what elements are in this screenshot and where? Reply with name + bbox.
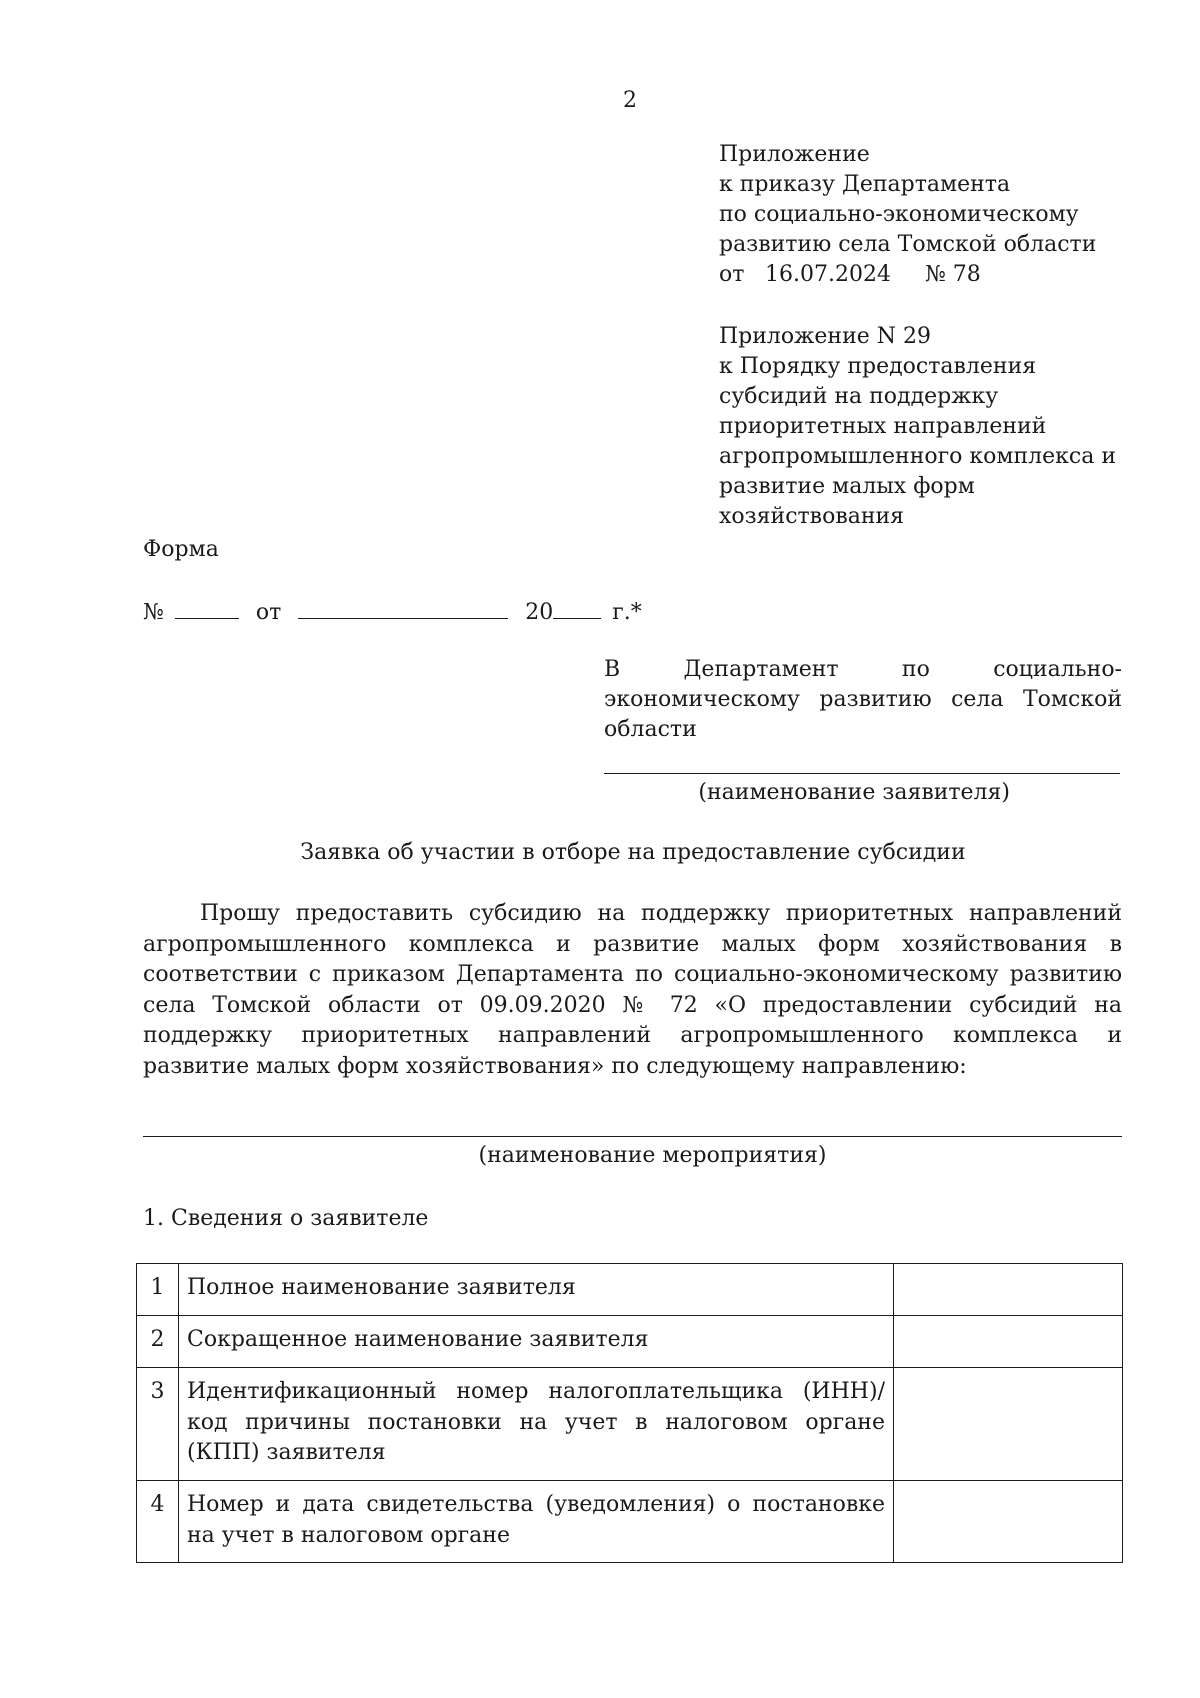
appendix-procedure-line: развитие малых форм [719,474,975,499]
row-value-cell[interactable] [894,1368,1123,1481]
row-number: 3 [137,1368,179,1481]
event-name-field[interactable] [143,1136,1122,1137]
addressee-block [604,655,1122,745]
section-heading: 1. Сведения о заявителе [143,1206,429,1231]
appendix-order-date-line [719,260,1139,290]
row-value-cell[interactable] [894,1316,1123,1368]
applicant-caption-text: (наименование заявителя) [698,780,1010,805]
addressee-line: области [604,717,697,742]
appendix-procedure-line: приоритетных направлений [719,414,1047,439]
appendix-order-line: Приложение [719,142,870,167]
appendix-procedure-block [719,322,1139,532]
table-row [137,1368,1123,1481]
table-row [137,1481,1123,1563]
row-label: Сокращенное наименование заявителя [179,1316,894,1368]
addressee-line [604,655,1122,685]
appendix-procedure-line: агропромышленного комплекса и [719,444,1116,469]
addressee-word: Департамент [683,657,839,682]
addressee-word: экономическому [604,687,800,712]
appendix-procedure-line: субсидий на поддержку [719,384,999,409]
document-title: Заявка об участии в отборе на предоставление субсидии [300,840,966,865]
year-blank[interactable] [553,596,601,619]
number-date-line [143,596,642,628]
number-blank[interactable] [175,596,239,619]
addressee-word: В [604,657,621,682]
date-prefix: от [719,262,745,287]
table-row [137,1264,1123,1316]
applicant-caption [604,778,1120,808]
appendix-procedure-line: Приложение N 29 [719,324,931,349]
appendix-order-line: развитию села Томской области [719,232,1097,257]
row-number: 2 [137,1316,179,1368]
applicant-info-table [136,1263,1123,1563]
addressee-word: по [901,657,930,682]
row-value-cell[interactable] [894,1481,1123,1563]
row-number: 4 [137,1481,179,1563]
row-number: 1 [137,1264,179,1316]
date-blank[interactable] [298,596,508,619]
row-label: Идентификационный номер налогоплательщика (ИНН)/ код причины постановки на учет в налоговом органе (КПП) заявителя [179,1368,894,1481]
page-number: 2 [623,88,637,113]
table-row [137,1316,1123,1368]
addressee-word: социально- [993,657,1122,682]
addressee-line [604,685,1122,715]
addressee-word: развитию [819,687,932,712]
form-label: Форма [143,537,219,562]
row-label: Полное наименование заявителя [179,1264,894,1316]
year-prefix: 20 [525,600,554,625]
from-label: от [255,600,282,625]
appendix-order-line: к приказу Департамента [719,172,1011,197]
appendix-order-line: по социально-экономическому [719,202,1079,227]
year-suffix: г.* [612,600,642,625]
order-date: 16.07.2024 [765,262,891,287]
order-number: № 78 [925,262,981,287]
appendix-procedure-line: хозяйствования [719,504,905,529]
appendix-order-block [719,140,1139,290]
addressee-word: Томской [1022,687,1122,712]
appendix-procedure-line: к Порядку предоставления [719,354,1037,379]
number-sign: № [143,600,164,625]
request-paragraph: Прошу предоставить субсидию на поддержку приоритетных направлений агропромышленного комплекса и развитие малых форм хозяйствования в соответствии с приказом Департамента по социально-экономическому развитию села Томской области от 09.09.2020 № 72 «О предоставлении субсидий на поддержку приоритетных направлений агропромышленного комплекса и развитие малых форм хозяйствования» по следующему направлению: [143,901,1122,1079]
event-caption: (наименование мероприятия) [478,1143,827,1168]
applicant-name-field[interactable] [604,773,1120,774]
row-label: Номер и дата свидетельства (уведомления) о постановке на учет в налоговом органе [179,1481,894,1563]
addressee-word: села [951,687,1004,712]
row-value-cell[interactable] [894,1264,1123,1316]
